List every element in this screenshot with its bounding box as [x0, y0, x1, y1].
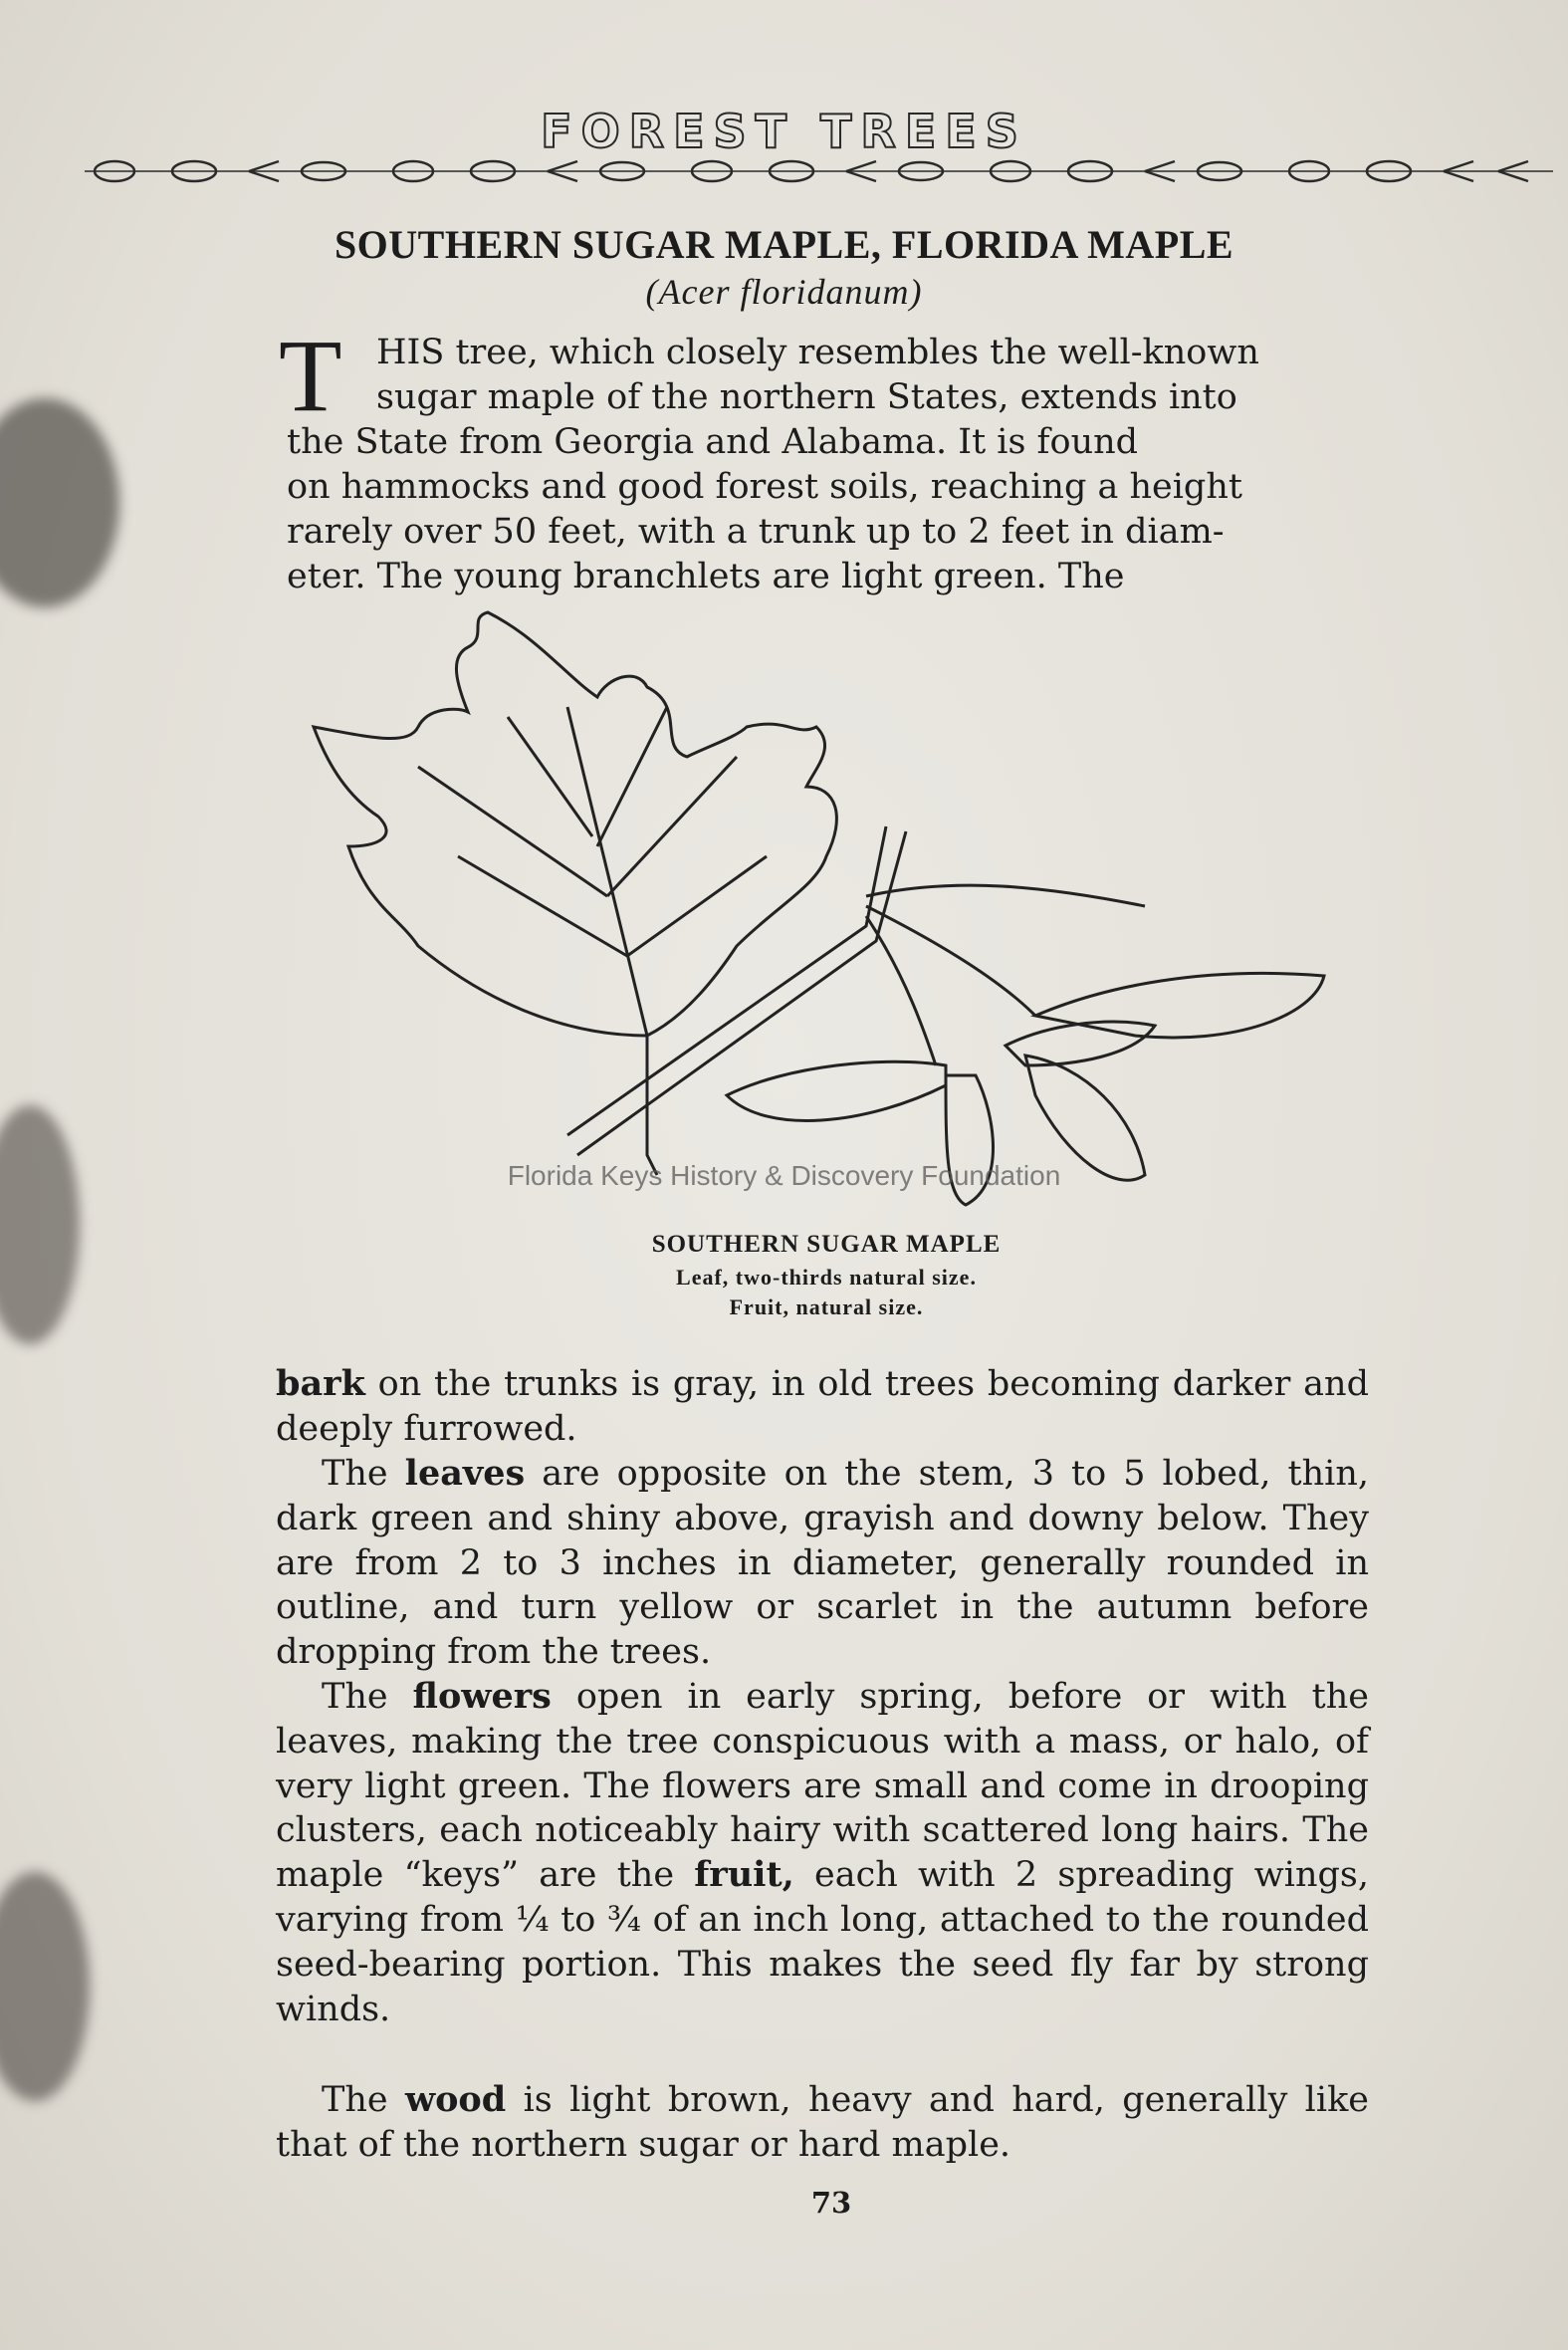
paragraph-text: The — [322, 1454, 405, 1494]
intro-line: on hammocks and good forest soils, reaching a height — [287, 467, 1242, 507]
intro-line: HIS tree, which closely resembles the well-known — [376, 333, 1259, 372]
paragraph-text: The — [322, 2080, 405, 2120]
article-title: SOUTHERN SUGAR MAPLE, FLORIDA MAPLE — [334, 222, 1234, 267]
intro-line: eter. The young branchlets are light green. The — [287, 557, 1125, 596]
term-bark: bark — [276, 1363, 365, 1404]
ornament-rule — [85, 151, 1553, 191]
figure-caption-fruit: Fruit, natural size. — [729, 1294, 924, 1319]
paragraph-flowers — [276, 1675, 1369, 2031]
paragraph-bark — [276, 1362, 1369, 1452]
stain-mark — [0, 1872, 90, 2101]
paragraph-text: each with 2 spreading wings, varying from ¼ to ¾ of an inch long, attached to the rounded seed-bearing portion. This makes the seed fly far by strong winds. — [276, 1855, 1369, 2029]
running-header: FOREST TREES — [541, 105, 1027, 158]
stain-mark — [0, 398, 119, 607]
watermark: Florida Keys History & Discovery Foundation — [507, 1160, 1061, 1191]
figure-caption-leaf: Leaf, two-thirds natural size. — [676, 1265, 977, 1290]
term-flowers: flowers — [412, 1676, 552, 1717]
paragraph-leaves — [276, 1452, 1369, 1675]
paragraph-wood — [276, 2078, 1369, 2168]
drop-cap: T — [279, 319, 342, 433]
term-wood: wood — [404, 2079, 507, 2120]
scientific-name: (Acer floridanum) — [645, 272, 923, 312]
term-leaves: leaves — [404, 1453, 526, 1494]
intro-line: sugar maple of the northern States, extends into — [376, 377, 1237, 417]
intro-line: the State from Georgia and Alabama. It is found — [287, 422, 1139, 462]
figure-caption-title: SOUTHERN SUGAR MAPLE — [651, 1231, 1002, 1258]
intro-line: rarely over 50 feet, with a trunk up to 2 feet in diam- — [287, 512, 1225, 552]
paragraph-text: The — [322, 1677, 413, 1717]
term-fruit: fruit, — [694, 1854, 794, 1896]
maple-leaf-illustration — [309, 597, 1344, 1215]
paragraph-text: are opposite on the stem, 3 to 5 lobed, thin, dark green and shiny above, grayish and downy below. They are from 2 to 3 inches in diameter, generally rounded in outline, and turn yellow or scarlet in the autumn before dropping from the trees. — [276, 1454, 1369, 1673]
page-number: 73 — [810, 2186, 852, 2220]
paragraph-text: on the trunks is gray, in old trees becoming darker and deeply furrowed. — [276, 1364, 1369, 1449]
paragraph-text: open in early spring, before or with the leaves, making the tree conspicuous with a mass, or halo, of very light green. The flowers are small and come in drooping clusters, each noticeably hairy with scattered long hairs. The maple “keys” are the — [276, 1677, 1369, 1896]
paragraph-text: is light brown, heavy and hard, generally like that of the northern sugar or hard maple. — [276, 2080, 1369, 2165]
